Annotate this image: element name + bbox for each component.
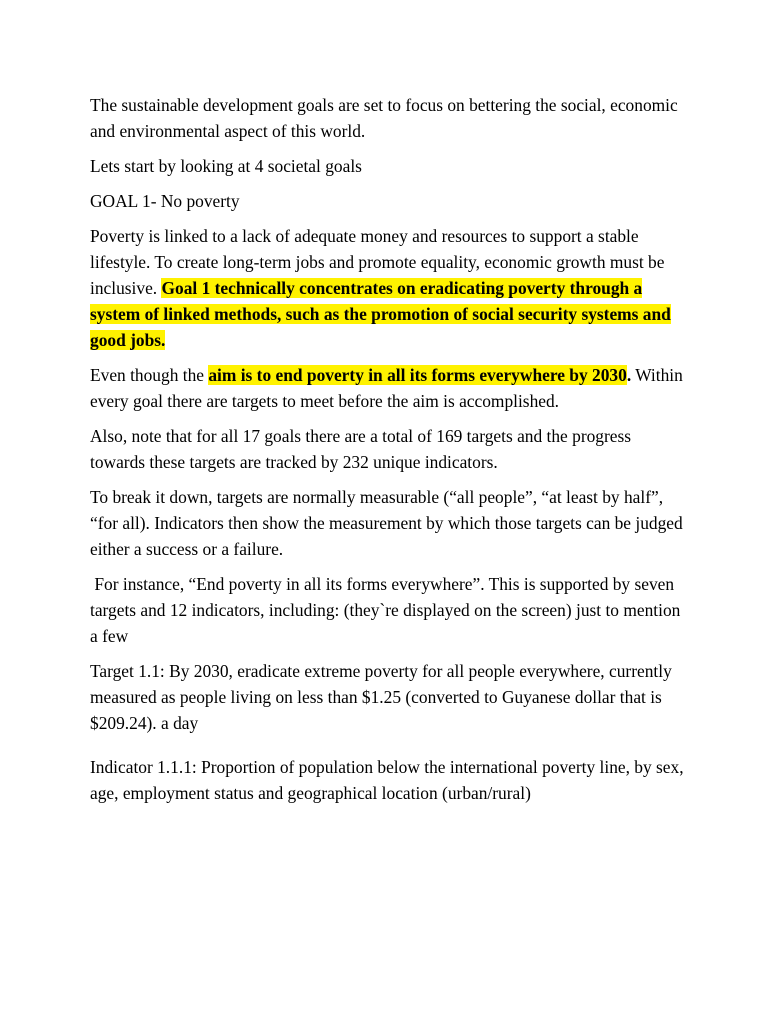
poverty-paragraph [90,223,690,353]
poverty-text: Poverty is linked to a lack of adequate money and resources to support a stable lifestyle. To create long-term jobs and promote equality, economic growth must be inclusive. [90,226,665,298]
document-page [90,92,690,815]
intro-paragraph: The sustainable development goals are set to focus on bettering the social, economic and environmental aspect of this world. [90,95,678,141]
aim-paragraph [90,362,690,414]
aim-text-before: Even though the [90,365,209,385]
example-paragraph: For instance, “End poverty in all its forms everywhere”. This is supported by seven targets and 12 indicators, including: (they`re displayed on the screen) just to mention a few [90,574,685,646]
societal-goals-paragraph: Lets start by looking at 4 societal goals [90,156,362,176]
targets-count-paragraph: Also, note that for all 17 goals there are a total of 169 targets and the progress towards these targets are tracked by 232 unique indicators. [90,426,632,472]
measurable-paragraph: To break it down, targets are normally measurable (“all people”, “at least by half”, “for all). Indicators then show the measurement by which those targets can be judged either a success or a failure. [90,487,683,559]
target-1-1-paragraph: Target 1.1: By 2030, eradicate extreme poverty for all people everywhere, currently measured as people living on less than $1.25 (converted to Guyanese dollar that is $209.24). a day [90,661,672,733]
aim-text-after: Within every goal there are targets to meet before the aim is accomplished. [90,365,683,411]
indicator-1-1-1-paragraph: Indicator 1.1.1: Proportion of population below the international poverty line, by sex, age, employment status and geographical location (urban/rural) [90,757,684,803]
goal-1-highlight: Goal 1 technically concentrates on eradicating poverty through a system of linked methods, such as the promotion of social security systems and good jobs. [90,278,671,350]
aim-period: . [626,365,632,385]
goal-1-heading: GOAL 1- No poverty [90,191,240,211]
aim-highlight: aim is to end poverty in all its forms everywhere by 2030 [208,365,627,385]
